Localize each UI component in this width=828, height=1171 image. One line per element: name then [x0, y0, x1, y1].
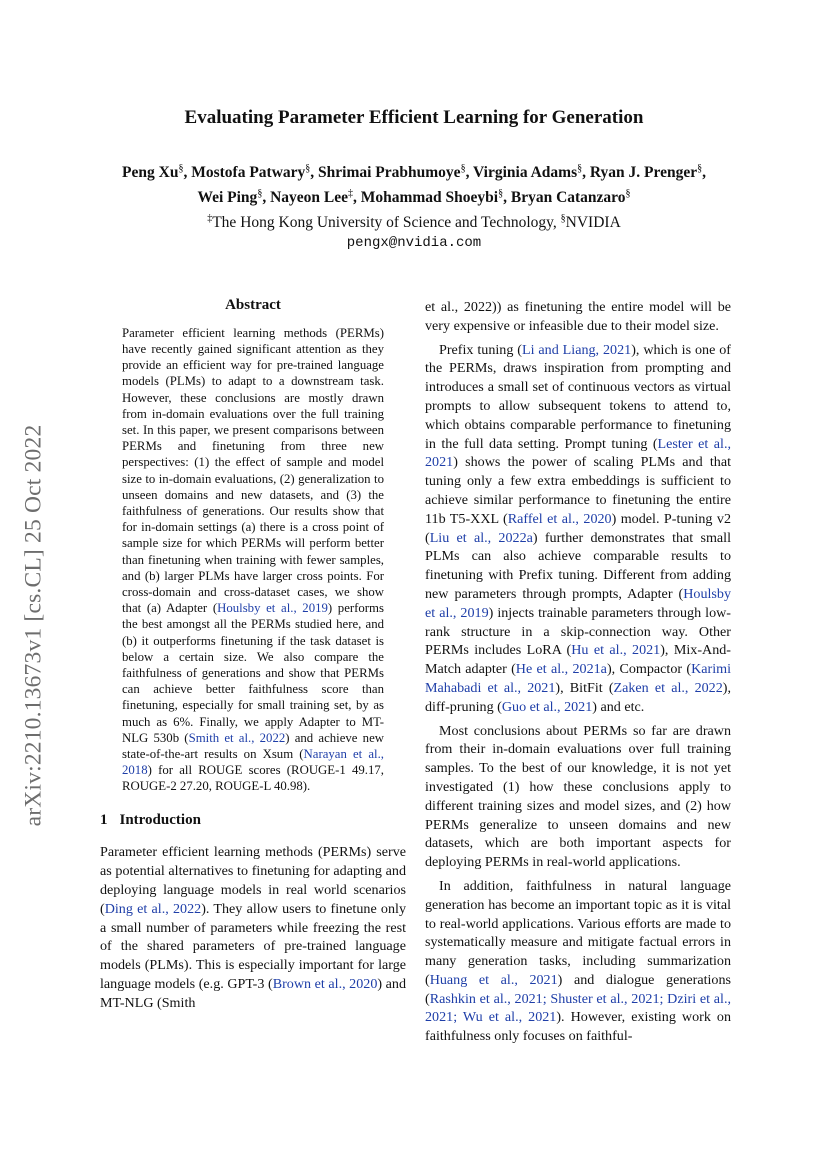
authors-line-2: Wei Ping§, Nayeon Lee‡, Mohammad Shoeybi§, Bryan Catanzaro§: [197, 188, 631, 207]
citation-link[interactable]: Ding et al., 2022: [104, 900, 202, 917]
citation-link[interactable]: He et al., 2021a: [515, 661, 607, 678]
intro-paragraph-conclusions: Most conclusions about PERMs so far are drawn from their in-domain evaluations over full training samples. To the best of our knowledge, it is not yet investigated (1) how these conclusions apply to different training sizes and model sizes, and (2) how PERMs generalize to unseen domains and new datasets, which are both important aspects for deploying PERMs in real-world applications.: [425, 722, 731, 871]
citation-link[interactable]: Smith et al., 2022: [188, 730, 286, 745]
intro-paragraph-1: Parameter efficient learning methods (PERMs) serve as potential alternatives to finetuning for adapting and deploying language models in real world scenarios (Ding et al., 2022). They allow users to finetune only a small number of parameters while freezing the rest of the shared parameters of pre-trained language models (PLMs). This is especially important for large language models (e.g. GPT-3 (Brown et al., 2020) and MT-NLG (Smith: [100, 844, 406, 1011]
arxiv-sidebar-stamp: [2, 365, 66, 885]
intro-paragraph-continued: et al., 2022)) as finetuning the entire model will be very expensive or infeasible due to their model size.: [425, 299, 731, 334]
paper-title: Evaluating Parameter Efficient Learning for Generation: [184, 107, 644, 128]
citation-link[interactable]: Karimi Mahabadi et al., 2021: [425, 661, 731, 696]
section-1-number: 1: [100, 811, 108, 828]
arxiv-identifier: arXiv:2210.13673v1 [cs.CL] 25 Oct 2022: [20, 424, 47, 826]
abstract-text: Parameter efficient learning methods (PERMs) have recently gained significant attention as they provide an efficient way for pre-trained language models (PLMs) to adapt to a downstream task. However, these conclusions are mostly drawn from in-domain evaluations over the full training set. In this paper, we present comparisons between PERMs and finetuning from three new perspectives: (1) the effect of sample and model size to in-domain evaluations, (2) generalization to unseen domains and new datasets, and (3) the faithfulness of generations. Our results show that for in-domain settings (a) there is a cross point of sample size for which PERMs will perform better than finetuning when training with fewer samples, and (b) larger PLMs have larger cross points. For cross-domain and cross-dataset cases, we show that (a) Adapter (Houlsby et al., 2019) performs the best amongst all the PERMs studied here, and (b) it outperforms finetuning if the task dataset is below a certain size. We also compare the faithfulness of generations and show that PERMs can achieve better faithfulness score than finetuning, especially for small training set, by as much as 6%. Finally, we apply Adapter to MT-NLG 530b (Smith et al., 2022) and achieve new state-of-the-art results on Xsum (Narayan et al., 2018) for all ROUGE scores (ROUGE-1 49.17, ROUGE-2 27.20, ROUGE-L 40.98).: [122, 325, 385, 794]
citation-link[interactable]: Li and Liang, 2021: [521, 341, 632, 358]
citation-link[interactable]: Houlsby et al., 2019: [425, 585, 731, 621]
citation-link[interactable]: Rashkin et al., 2021; Shuster et al., 2021; Dziri et al., 2021; Wu et al., 2021: [425, 990, 731, 1026]
section-1-heading: [100, 811, 406, 830]
right-column: [425, 298, 731, 1046]
left-column: [100, 296, 406, 1013]
section-1-title: Introduction: [119, 811, 201, 828]
citation-link[interactable]: Guo et al., 2021: [501, 698, 593, 715]
citation-link[interactable]: Houlsby et al., 2019: [217, 601, 328, 616]
abstract-heading: Abstract: [225, 297, 281, 313]
author-block: [90, 158, 738, 254]
citation-link[interactable]: Zaken et al., 2022: [613, 679, 723, 696]
citation-link[interactable]: Hu et al., 2021: [571, 642, 661, 659]
citation-link[interactable]: Raffel et al., 2020: [507, 510, 612, 527]
intro-paragraph-prefix-tuning: Prefix tuning (Li and Liang, 2021), which is one of the PERMs, draws inspiration from prompting and introduces a small set of continuous vectors as virtual prompts to allow subsequent tokens to attend to, which obtains comparable performance to finetuning in the full data setting. Prompt tuning (Lester et al., 2021) shows the power of scaling PLMs and that tuning only a few extra embeddings is sufficient to achieve similar performance to finetuning the entire 11b T5-XXL (Raffel et al., 2020) model. P-tuning v2 (Liu et al., 2022a) further demonstrates that small PLMs can also achieve comparable results to finetuning with Prefix tuning. Different from adding new parameters through prompts, Adapter (Houlsby et al., 2019) injects trainable parameters through low-rank structure in a skip-connection way. Other PERMs includes LoRA (Hu et al., 2021), Mix-And-Match adapter (He et al., 2021a), Compactor (Karimi Mahabadi et al., 2021), BitFit (Zaken et al., 2022), diff-pruning (Guo et al., 2021) and etc.: [425, 341, 731, 715]
affiliations: ‡The Hong Kong University of Science and Technology, §NVIDIA: [207, 213, 621, 232]
citation-link[interactable]: Liu et al., 2022a: [429, 529, 533, 546]
citation-link[interactable]: Brown et al., 2020: [272, 976, 378, 993]
citation-link[interactable]: Narayan et al., 2018: [122, 747, 384, 778]
citation-link[interactable]: Huang et al., 2021: [429, 971, 558, 988]
contact-email: pengx@nvidia.com: [346, 235, 482, 252]
citation-link[interactable]: Lester et al., 2021: [425, 435, 731, 471]
intro-paragraph-faithfulness: In addition, faithfulness in natural language generation has become an important topic as it is vital to real-world applications. Various efforts are made to systematically measure and mitigate factual errors in many generation tasks, including summarization (Huang et al., 2021) and dialogue generations (Rashkin et al., 2021; Shuster et al., 2021; Dziri et al., 2021; Wu et al., 2021). However, existing work on faithfulness only focuses on faithful-: [425, 877, 731, 1045]
authors-line-1: Peng Xu§, Mostofa Patwary§, Shrimai Prabhumoye§, Virginia Adams§, Ryan J. Prenger§,: [122, 163, 706, 182]
